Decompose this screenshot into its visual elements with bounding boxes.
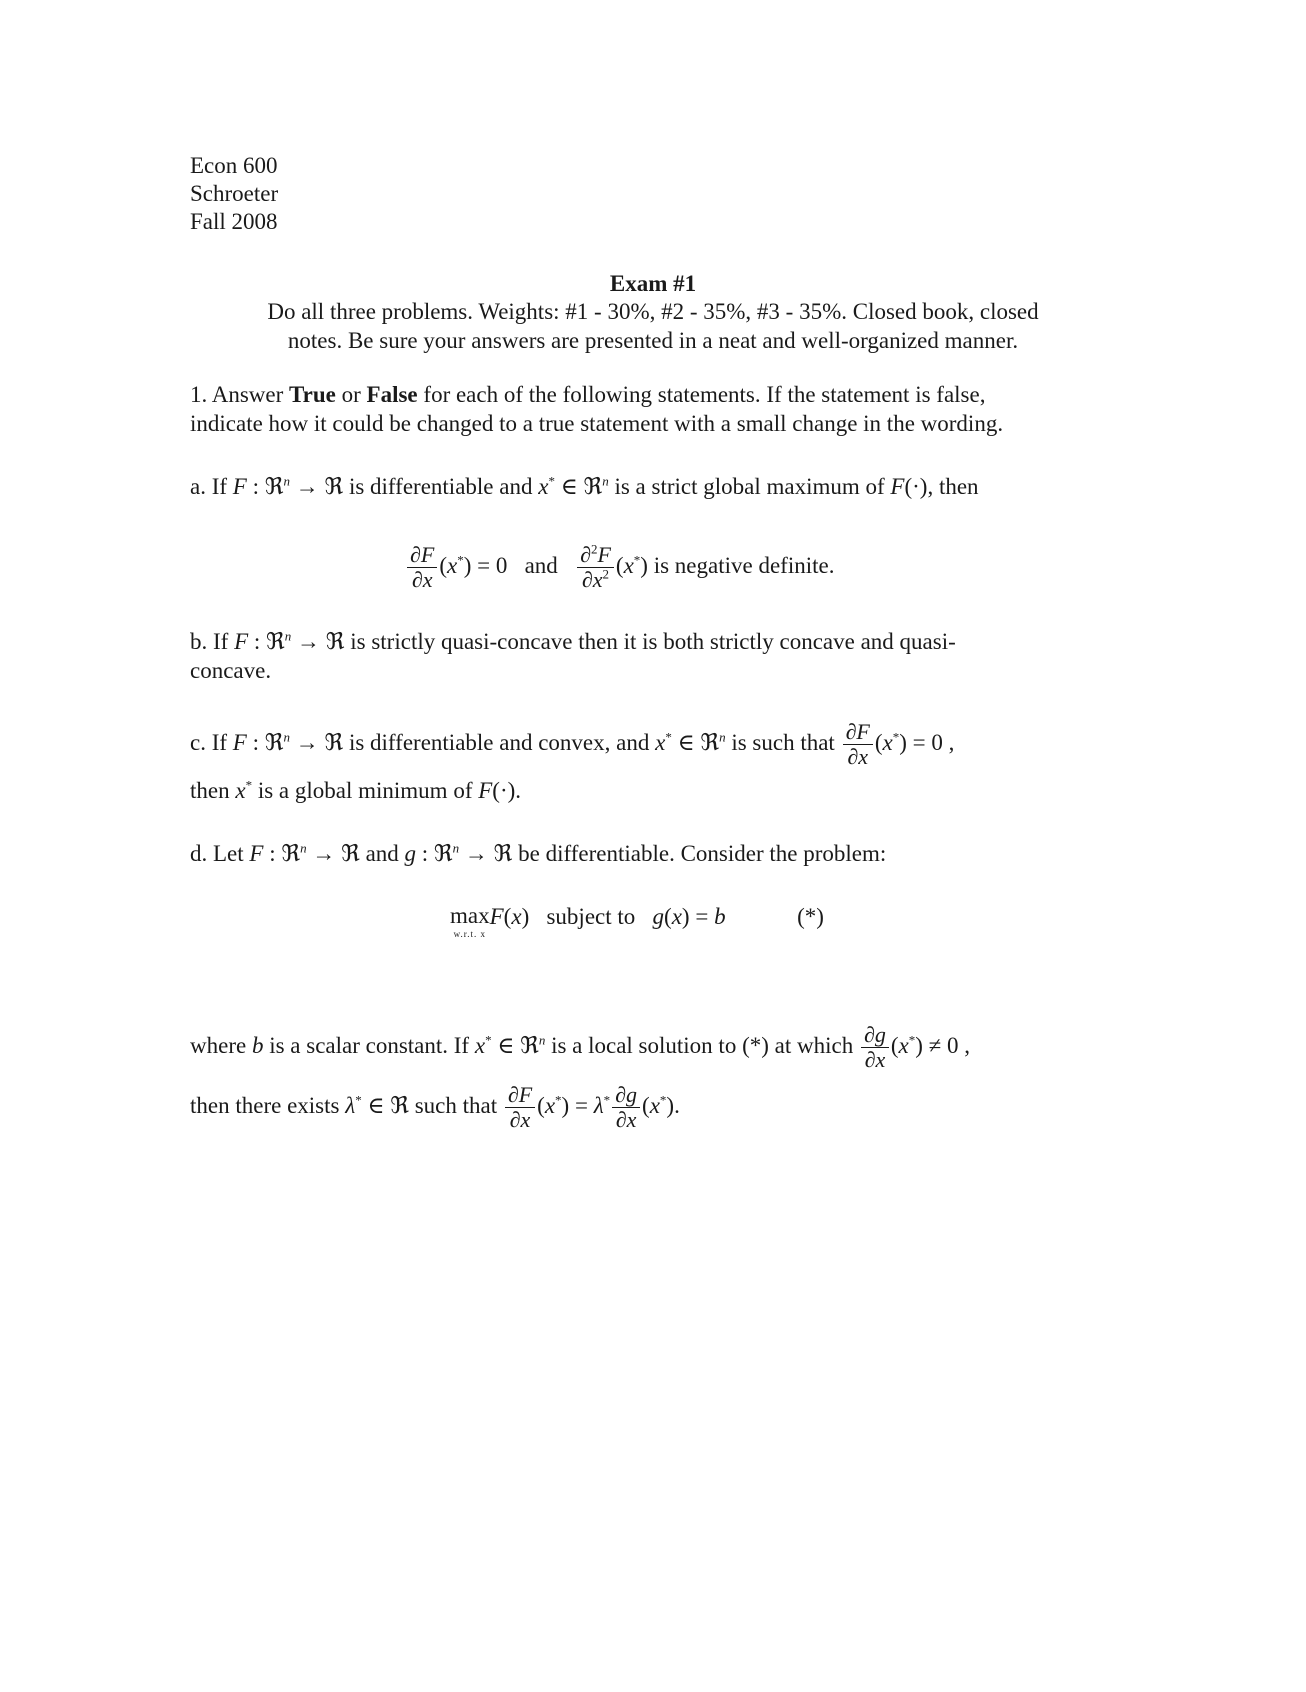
problem-1-intro [190,381,985,409]
part-d-problem-formula: max w.r.t. x F(x) subject to g(x) = b (*) [450,903,824,939]
part-c-text-1: c. If [190,730,233,755]
part-b-text-1: b. If [190,629,235,654]
part-d-text-5: is a local solution to [545,1033,743,1058]
intro-or: or [335,382,367,407]
course-name: Econ 600 [190,153,278,178]
second-partial-fraction: $\frac{\partial^2F}{\partial x^2}$ [577,543,614,592]
part-c-text-3: is such that [725,730,841,755]
part-d-line-3: where b is a scalar constant. If x* ∈ ℜ$^n$ is a local solution to (*) at which $\frac{\partial g}{\partial x}$ (x*) ≠ 0 , [190,1022,971,1073]
part-d-text-2: be differentiable. Consider the problem: [512,841,887,866]
instructions-line-2: notes. Be sure your answers are presented in a neat and well-organized manner. [287,328,1019,353]
intro-suffix: for each of the following statements. If the statement is false, [417,382,986,407]
max-word: max [450,903,490,928]
part-c-line-2: then x* is a global minimum of F(·). [190,777,522,803]
intro-prefix: 1. Answer [190,382,290,407]
partial-g-dx-fraction: $\frac{\partial g}{\partial x}$ [861,1023,889,1072]
part-d-and: and [359,841,405,866]
part-d-text-6: at which [768,1033,859,1058]
part-a-text-4: , then [927,474,979,499]
part-a-tail: is negative definite. [653,553,835,578]
part-d-text-8: such that [408,1093,503,1118]
problem-star-label: (*) [797,904,824,929]
part-d-text-3: where [190,1033,252,1058]
partial-F-dx-fraction: $\frac{\partial F}{\partial x}$ [505,1083,535,1132]
part-a-line-1: a. If F : ℜ$^n$ → ℜ is differentiable and x* ∈ ℜ$^n$ is a strict global maximum of F(·), then [190,473,979,499]
part-a-text-2: is differentiable and [343,474,539,499]
instructions-line-1: Do all three problems. Weights: #1 - 30%, #2 - 35%, #3 - 35%. Closed book, closed [267,299,1039,324]
part-c-line-1: c. If F : ℜ$^n$ → ℜ is differentiable and convex, and x* ∈ ℜ$^n$ is such that $\frac{\partial F}{\partial x}$ (x*) = 0 , [190,719,955,770]
subject-to: subject to [546,904,636,929]
partial-g-dx-fraction: $\frac{\partial g}{\partial x}$ [612,1083,640,1132]
part-c-text-2: is differentiable and convex, and [343,730,656,755]
part-d-text-4: is a scalar constant. If [263,1033,475,1058]
part-c-text-4: then [190,778,236,803]
max-subscript: w.r.t. x [453,929,487,939]
intro-false: False [366,382,418,407]
intro-true: True [289,382,336,407]
partial-F-dx-fraction: $\frac{\partial F}{\partial x}$ [843,720,873,769]
part-a-text-3: is a strict global maximum of [614,474,891,499]
term: Fall 2008 [190,209,278,234]
exam-title: Exam #1 [609,271,697,296]
scalar-b: b [251,1033,264,1058]
part-d-line-1: d. Let F : ℜ$^n$ → ℜ and g : ℜ$^n$ → ℜ be differentiable. Consider the problem: [190,840,887,866]
part-d-text-7: then there exists [190,1093,346,1118]
part-d-line-4: then there exists λ* ∈ ℜ such that $\frac{\partial F}{\partial x}$ (x*) = λ* $\frac{\partial g}{\partial x}$ (x*). [190,1082,680,1133]
part-d-text-1: d. Let [190,841,250,866]
partial-F-dx-fraction: $\frac{\partial F}{\partial x}$ [407,543,437,592]
part-b-line-1: b. If F : ℜ$^n$ → ℜ is strictly quasi-concave then it is both strictly concave and quasi- [190,628,956,654]
part-b-line-2: concave. [190,658,272,683]
part-a-formula: $\frac{\partial F}{\partial x}$ (x*) = 0 and $\frac{\partial^2F}{\partial x^2}$ (x*) is negative definite. [405,540,834,592]
part-a-text-1: a. If [190,474,233,499]
part-b-text-2: is strictly quasi-concave then it is both strictly concave and quasi- [344,629,956,654]
formula-map-F: F [232,474,247,499]
max-operator [450,903,490,939]
instructor-name: Schroeter [190,181,279,206]
part-a-and: and [524,553,558,578]
part-c-text-5: is a global minimum of [252,778,479,803]
problem-1-intro-line-2: indicate how it could be changed to a true statement with a small change in the wording. [190,411,1004,436]
